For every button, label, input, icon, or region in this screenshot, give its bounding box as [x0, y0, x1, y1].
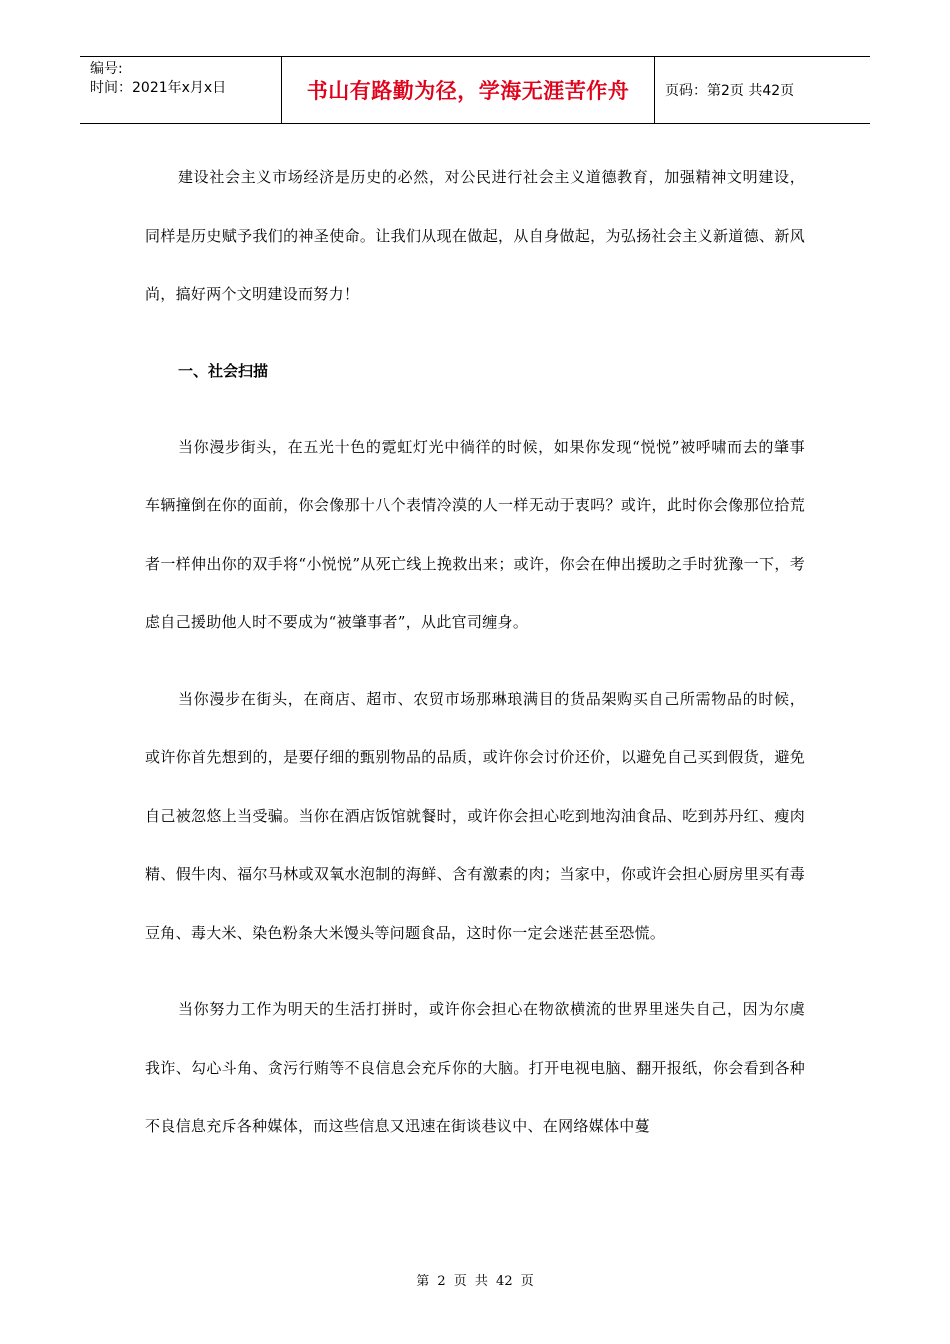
number-label: 编号: [90, 61, 123, 77]
paragraph-street: 当你漫步街头，在五光十色的霓虹灯光中徜徉的时候，如果你发现“悦悦”被呼啸而去的肇事车辆撞倒在你的面前，你会像那十八个表情冷漠的人一样无动于衷吗？或许，此时你会像那位拾荒者一样伸出你的双手将“小悦悦”从死亡线上挽救出来；或许，你会在伸出援助之手时犹豫一下，考虑自己援助他人时不要成为“被肇事者”，从此官司缠身。 [145, 437, 805, 631]
time-label: 时间：2021年x月x日 [90, 80, 227, 96]
document-header [80, 56, 870, 124]
section-heading: 一、社会扫描 [178, 361, 269, 380]
header-meta [80, 57, 282, 123]
document-body [145, 148, 805, 1156]
page-footer: 第 2 页 共 42 页 [416, 1274, 534, 1289]
header-page-label: 页码：第2页 共42页 [665, 83, 795, 99]
paragraph-work: 当你努力工作为明天的生活打拼时，或许你会担心在物欲横流的世界里迷失自己，因为尔虞我诈、勾心斗角、贪污行贿等不良信息会充斥你的大脑。打开电视电脑、翻开报纸，你会看到各种不良信息充斥各种媒体，而这些信息又迅速在街谈巷议中、在网络媒体中蔓 [145, 1000, 805, 1135]
paragraph-shopping: 当你漫步在街头，在商店、超市、农贸市场那琳琅满目的货品架购买自己所需物品的时候，或许你首先想到的，是要仔细的甄别物品的品质，或许你会讨价还价，以避免自己买到假货，避免自己被忽悠上当受骗。当你在酒店饭馆就餐时，或许你会担心吃到地沟油食品、吃到苏丹红、瘦肉精、假牛肉、福尔马林或双氧水泡制的海鲜、含有激素的肉；当家中，你或许会担心厨房里买有毒豆角、毒大米、染色粉条大米馒头等问题食品，这时你一定会迷茫甚至恐慌。 [145, 689, 805, 942]
header-motto: 书山有路勤为径，学海无涯苦作舟 [282, 57, 655, 123]
paragraph-intro: 建设社会主义市场经济是历史的必然，对公民进行社会主义道德教育，加强精神文明建设，同样是历史赋予我们的神圣使命。让我们从现在做起，从自身做起，为弘扬社会主义新道德、新风尚，搞好两个文明建设而努力！ [145, 168, 805, 303]
